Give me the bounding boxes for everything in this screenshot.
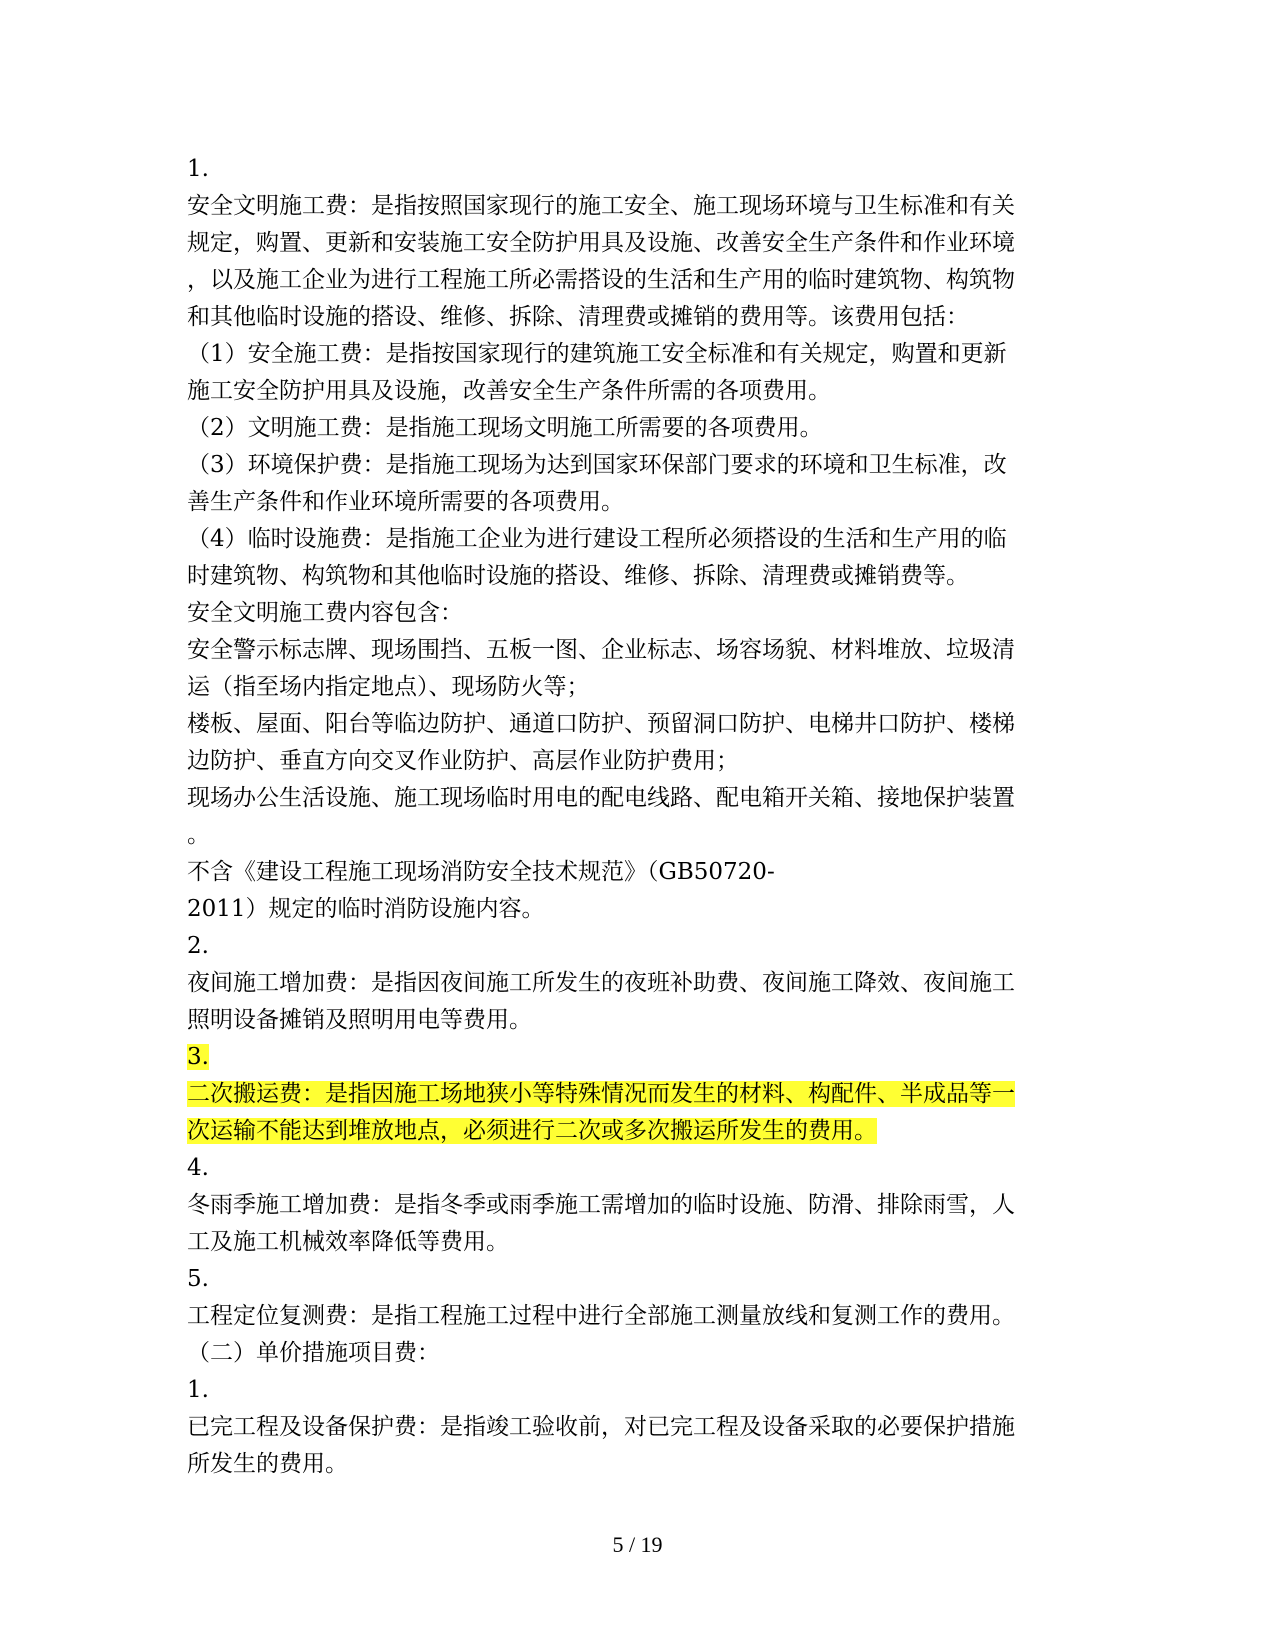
line-text: 。 [187,822,210,848]
line-text: 不含《建设工程施工现场消防安全技术规范》（GB50720- [187,859,775,885]
line-text: 工及施工机械效率降低等费用。 [187,1229,509,1255]
line-text: 规定，购置、更新和安装施工安全防护用具及设施、改善安全生产条件和作业环境 [187,230,1015,256]
line-text: 1. [187,1377,209,1403]
text-line [187,484,1087,521]
text-line [187,299,1087,336]
text-line [187,1298,1087,1335]
text-line [187,521,1087,558]
highlighted-text: 次运输不能达到堆放地点，必须进行二次或多次搬运所发生的费用。 [187,1118,877,1144]
page-number: 5 / 19 [612,1532,663,1557]
line-text: 和其他临时设施的搭设、维修、拆除、清理费或摊销的费用等。该费用包括： [187,304,969,330]
text-line [187,1187,1087,1224]
text-line [187,817,1087,854]
line-text: （1）安全施工费：是指按国家现行的建筑施工安全标准和有关规定，购置和更新 [187,341,1007,367]
text-line [187,1409,1087,1446]
document-body [187,151,1087,1483]
text-line [187,262,1087,299]
line-text: 2. [187,933,209,959]
text-line [187,1076,1087,1113]
text-line [187,965,1087,1002]
line-text: 所发生的费用。 [187,1451,348,1477]
line-text: 安全文明施工费内容包含： [187,600,463,626]
text-line [187,336,1087,373]
line-text: 1. [187,156,209,182]
line-text: 已完工程及设备保护费：是指竣工验收前，对已完工程及设备采取的必要保护措施 [187,1414,1015,1440]
line-text: 4. [187,1155,209,1181]
line-text: 冬雨季施工增加费：是指冬季或雨季施工需增加的临时设施、防滑、排除雨雪，人 [187,1192,1015,1218]
line-text: 5. [187,1266,209,1292]
line-text: 边防护、垂直方向交叉作业防护、高层作业防护费用； [187,748,739,774]
text-line [187,595,1087,632]
line-text: ，以及施工企业为进行工程施工所必需搭设的生活和生产用的临时建筑物、构筑物 [187,267,1015,293]
text-line [187,410,1087,447]
line-text: 楼板、屋面、阳台等临边防护、通道口防护、预留洞口防护、电梯井口防护、楼梯 [187,711,1015,737]
highlighted-text: 3. [187,1044,209,1070]
text-line [187,1002,1087,1039]
text-line [187,1446,1087,1483]
text-line [187,447,1087,484]
line-text: 夜间施工增加费：是指因夜间施工所发生的夜班补助费、夜间施工降效、夜间施工 [187,970,1015,996]
text-line [187,151,1087,188]
text-line [187,1113,1087,1150]
text-line [187,558,1087,595]
text-line [187,1372,1087,1409]
text-line [187,1150,1087,1187]
text-line [187,780,1087,817]
text-line [187,854,1087,891]
text-line [187,373,1087,410]
text-line [187,188,1087,225]
line-text: 照明设备摊销及照明用电等费用。 [187,1007,532,1033]
line-text: 2011）规定的临时消防设施内容。 [187,896,545,922]
line-text: （3）环境保护费：是指施工现场为达到国家环保部门要求的环境和卫生标准，改 [187,452,1007,478]
line-text: 工程定位复测费：是指工程施工过程中进行全部施工测量放线和复测工作的费用。 [187,1303,1015,1329]
line-text: （二）单价措施项目费： [187,1340,440,1366]
text-line [187,225,1087,262]
text-line [187,1224,1087,1261]
text-line [187,669,1087,706]
line-text: 安全警示标志牌、现场围挡、五板一图、企业标志、场容场貌、材料堆放、垃圾清 [187,637,1015,663]
text-line [187,743,1087,780]
text-line [187,1261,1087,1298]
text-line [187,891,1087,928]
line-text: （4）临时设施费：是指施工企业为进行建设工程所必须搭设的生活和生产用的临 [187,526,1007,552]
text-line [187,632,1087,669]
line-text: 善生产条件和作业环境所需要的各项费用。 [187,489,624,515]
text-line [187,1039,1087,1076]
line-text: 现场办公生活设施、施工现场临时用电的配电线路、配电箱开关箱、接地保护装置 [187,785,1015,811]
text-line [187,1335,1087,1372]
line-text: 施工安全防护用具及设施，改善安全生产条件所需的各项费用。 [187,378,831,404]
line-text: 安全文明施工费：是指按照国家现行的施工安全、施工现场环境与卫生标准和有关 [187,193,1015,219]
text-line [187,706,1087,743]
highlighted-text: 二次搬运费：是指因施工场地狭小等特殊情况而发生的材料、构配件、半成品等一 [187,1081,1015,1107]
text-line [187,928,1087,965]
line-text: 运（指至场内指定地点）、现场防火等； [187,674,590,700]
line-text: 时建筑物、构筑物和其他临时设施的搭设、维修、拆除、清理费或摊销费等。 [187,563,969,589]
line-text: （2）文明施工费：是指施工现场文明施工所需要的各项费用。 [187,415,823,441]
